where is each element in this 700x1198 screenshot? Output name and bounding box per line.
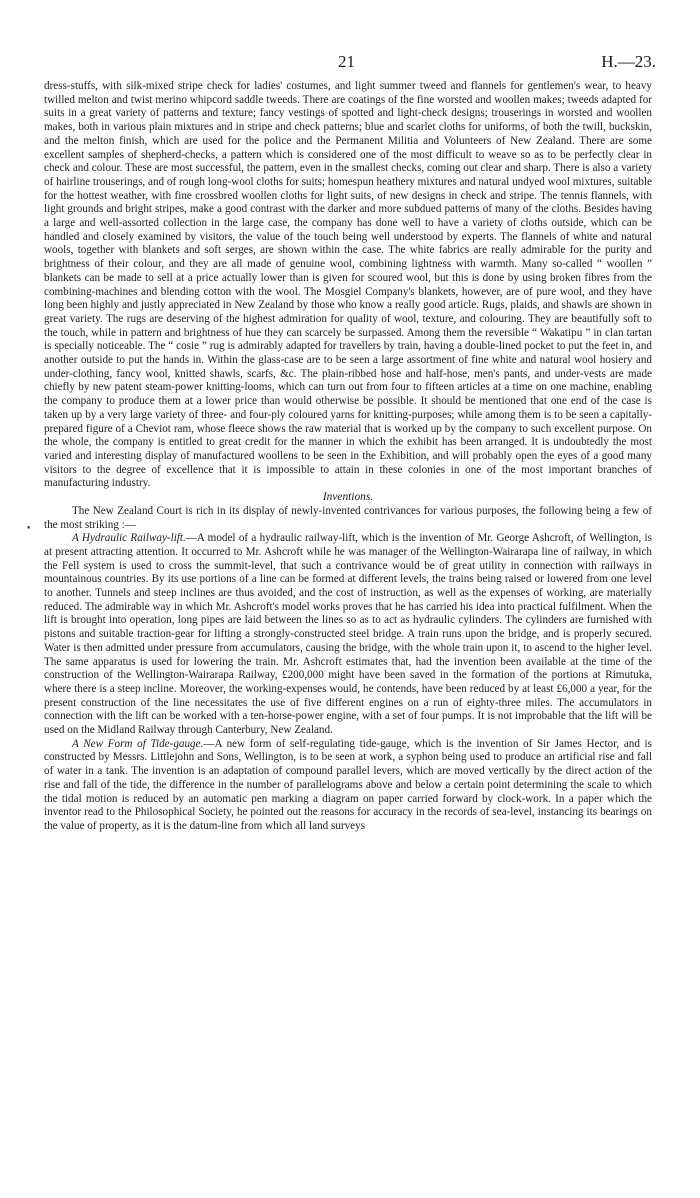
railway-lift-paragraph <box>44 532 652 738</box>
tide-gauge-title: A New Form of Tide-gauge. <box>72 737 204 750</box>
section-heading-inventions: Inventions. <box>322 491 374 504</box>
railway-lift-title: A Hydraulic Railway-lift. <box>72 532 186 545</box>
page-number: 21 <box>338 52 355 71</box>
tide-gauge-paragraph <box>44 738 652 834</box>
body-text <box>44 80 652 834</box>
margin-dot: • <box>26 524 32 534</box>
report-identifier: H.—23. <box>601 52 656 71</box>
railway-lift-body: —A model of a hydraulic railway-lift, which is the invention of Mr. George Ashcroft, of Wellington, is at present attracting attention. It occurred to Mr. Ashcroft while he was manager of the Wellington-Wairarapa line of railway, in which the Fell system is used to cross the summit-level, that such a contrivance would be of great utility in connection with railways in mountainous countries. By its use portions of a line can be formed at different levels, the trains being raised or lowered from one level to another. Tunnels and steep inclines are thus avoided, and the cost of instruction, as well as the expenses of working, are materially reduced. The admirable way in which Mr. Ashcroft's model works proves that he has carried his idea into practical fulfilment. When the lift is brought into operation, long pipes are laid between the lines so as to act as hydraulic cylinders. The cylinders are furnished with pistons and suitable traction-gear for lifting a strongly-constructed steel bridge. A train runs upon the bridge, and is properly secured. Water is then admitted under pressure from accumulators, causing the bridge, with the whole train upon it, to ascend to the higher level. The same apparatus is used for lowering the train. Mr. Ashcroft estimates that, had the invention been available at the time of the construction of the Wellington-Wairarapa Railway, £200,000 might have been saved in the formation of the portions at Rimutuka, where there is a steep incline. Moreover, the working-expenses would, he contends, have been reduced by at least £6,000 a year, for the present construction of the line necessitates the use of five different engines on a run of eighty-three miles. The accumulators in connection with the lift can be worked with a ten-horse-power engine, with a set of four pumps. It is not improbable that the lift will be used on the Midland Railway through Canterbury, New Zealand. <box>44 532 652 737</box>
inventions-intro-paragraph: The New Zealand Court is rich in its display of newly-invented contrivances for various purposes, the following being a few of the most striking :— <box>44 504 652 531</box>
tide-gauge-body: —A new form of self-regulating tide-gauge, which is the invention of Sir James Hector, and is constructed by Messrs. Littlejohn and Sons, Wellington, is to be seen at work, a syphon being used to produce an artificial rise and fall of water in a tank. The invention is an adaptation of compound parallel levers, which are moved vertically by the direct action of the rise and fall of the tide, the difference in the number of parallelograms above and below a certain point determining the scale to which the tidal motion is reduced by an automatic pen marking a diagram on paper carried forward by clock-work. In a paper which the inventor read to the Philosophical Society, he pointed out the reasons for accuracy in the records of sea-level, instancing its bearings on the value of property, as it is the datum-line from which all land surveys <box>44 737 652 832</box>
running-header <box>0 52 700 74</box>
woollens-paragraph: dress-stuffs, with silk-mixed stripe check for ladies' costumes, and light summer tweed and flannels for gentlemen's wear, to heavy twilled melton and twist merino whipcord saddle tweeds. There are coatings of the fine worsted and woollen makes; tweeds adapted for suits in a great variety of patterns and texture; fancy vestings of spotted and light-check designs; trouserings in worsted and woollen makes, both in various plain mixtures and in stripe and check patterns; blue and scarlet cloths for uniforms, of both the twill, buckskin, and the melton finish, which are used for the police and the Permanent Militia and Volunteers of New Zealand. There are some excellent samples of shepherd-checks, a pattern which is considered one of the most difficult to weave so as to be perfectly clear in check and colour. These are most successful, the pattern, even in the smallest checks, coming out clear and sharp. There is also a variety of hairline trouserings, and of rough long-wool cloths for suits; homespun heathery mixtures and natural undyed wool mixtures, suitable for the hottest weather, with fine crossbred woollen cloths for light suits, of new designs in check and stripe. The tennis flannels, with light grounds and bright stripes, make a good contrast with the darker and more subdued patterns of many of the cloths. Besides having a large and well-assorted collection in the large case, the company has done well to have a variety of cloths outside, which can be handled and closely examined by visitors, the value of the touch being well understood by experts. The flannels of white and natural wools, together with blankets and soft serges, are shown within the case. The white fabrics are really admirable for the purity and brightness of their colour, and they are all made of genuine wool, combining lightness with warmth. Many so-called “ woollen ” blankets can be made to sell at a price actually lower than is given for scoured wool, but this is done by using broken fibres from the combining-machines and blending cotton with the wool. The Mosgiel Company's blankets, however, are of pure wool, and they have long been highly and justly appreciated in New Zealand by those who know a really good article. Rugs, plaids, and shawls are shown in great variety. The rugs are deserving of the highest admiration for quality of wool, texture, and colouring. They are beautifully soft to the touch, while in pattern and brightness of hue they can scarcely be surpassed. Among them the reversible “ Wakatipu ” in clan tartan is specially noticeable. The “ cosie ” rug is admirably adapted for travellers by train, having a double-lined pocket to put the feet in, and another outside to put the hands in. Within the glass-case are to be seen a large assortment of fine white and natural wool hosiery and under-clothing, fancy wool, knitted shawls, scarfs, &c. The plain-ribbed hose and half-hose, men's pants, and under-vests are made chiefly by new patent steam-power knitting-looms, which can turn out from four to fifteen articles at a time on one machine, enabling the company to produce them at a lower price than would otherwise be possible. It should be mentioned that one end of the case is taken up by a very large variety of three- and four-ply coloured yarns for knitting-purposes; while among them is to be seen a capitally-prepared figure of a Cheviot ram, whose fleece shows the raw material that is worked up by the company to such excellent purpose. On the whole, the company is entitled to great credit for the manner in which the exhibit has been arranged. It is undoubtedly the most varied and interesting display of manufactured woollens to be seen in the Exhibition, and will probably open the eyes of a good many visitors to the degree of excellence that it is impossible to attain in these colonies in one of the most important branches of manufacturing industry. <box>44 80 652 490</box>
